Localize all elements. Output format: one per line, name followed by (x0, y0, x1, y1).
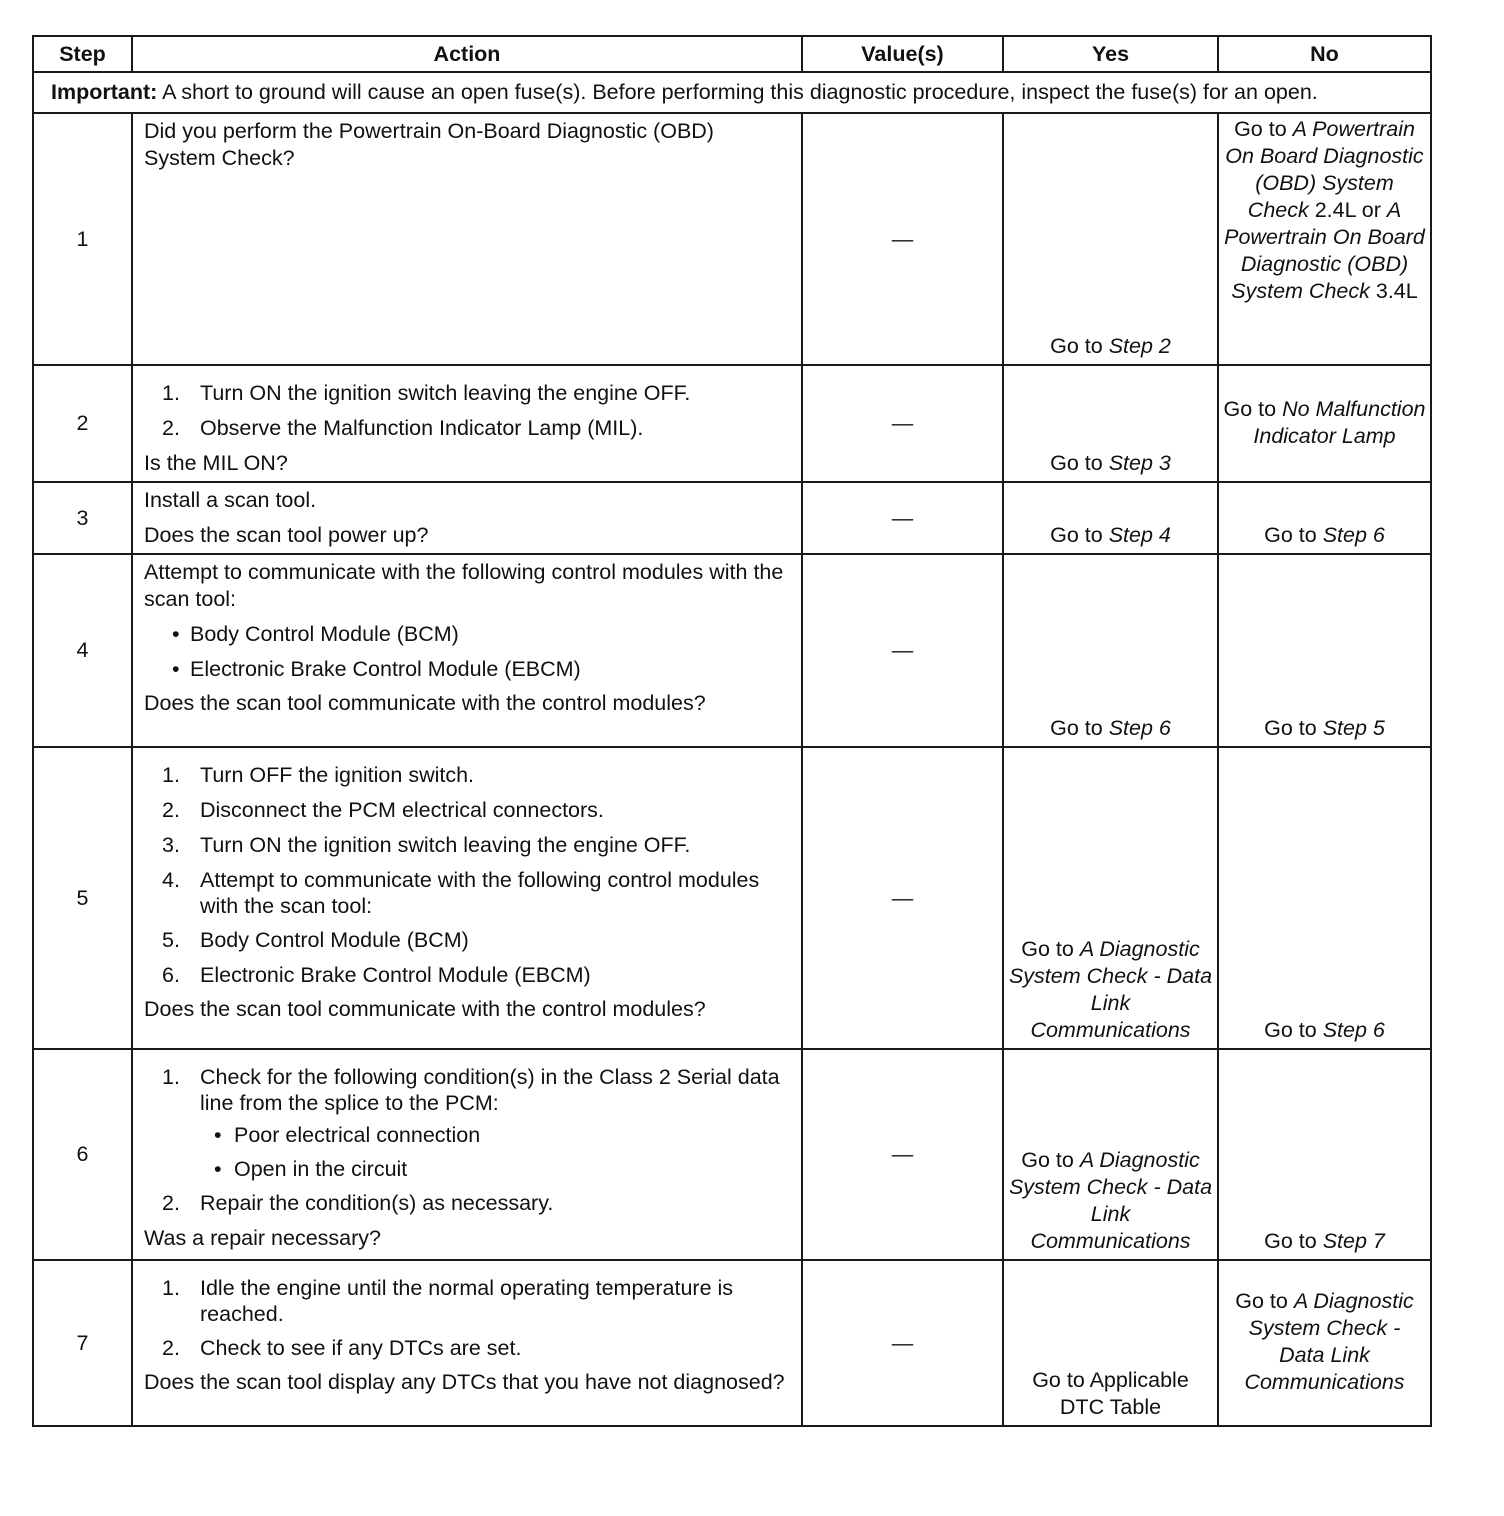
step-number: 5 (33, 747, 132, 1049)
action-steps (144, 1275, 791, 1362)
step-text: Attempt to communicate with the following control modules with the scan tool: (200, 868, 760, 918)
no-link[interactable]: Step 6 (1322, 523, 1385, 547)
step-text: Turn ON the ignition switch leaving the engine OFF. (200, 381, 691, 405)
list-item: • Open in the circuit (200, 1156, 791, 1182)
table-row (33, 365, 1431, 482)
yes-cell (1003, 482, 1218, 554)
list-item: 1. Idle the engine until the normal operating temperature is reached. (162, 1276, 734, 1326)
yes-link[interactable]: Step 2 (1108, 334, 1171, 358)
value-cell: — (802, 482, 1003, 554)
action-question: Does the scan tool communicate with the control modules? (144, 997, 706, 1021)
action-steps (144, 762, 791, 989)
step-text: Idle the engine until the normal operating temperature is reached. (200, 1276, 734, 1326)
yes-link[interactable]: Step 6 (1108, 716, 1171, 740)
no-link[interactable]: Step 7 (1322, 1229, 1385, 1253)
no-cell (1218, 482, 1431, 554)
step-text: Body Control Module (BCM) (200, 928, 469, 952)
no-prefix: Go to (1234, 117, 1293, 141)
value-cell: — (802, 1260, 1003, 1426)
step-number: 2 (33, 365, 132, 482)
list-item: 2. Disconnect the PCM electrical connectors. (162, 798, 604, 822)
action-cell (132, 365, 802, 482)
step-text: Electronic Brake Control Module (EBCM) (200, 963, 591, 987)
value-cell: — (802, 554, 1003, 747)
step-text: Check to see if any DTCs are set. (200, 1336, 522, 1360)
list-item: • Poor electrical connection (200, 1122, 791, 1148)
table-row (33, 1260, 1431, 1426)
no-cell (1218, 747, 1431, 1049)
no-link[interactable]: No Malfunction Indicator Lamp (1253, 396, 1426, 448)
action-cell (132, 482, 802, 554)
list-item: • Electronic Brake Control Module (EBCM) (144, 656, 791, 683)
table-row (33, 482, 1431, 554)
step-text: Observe the Malfunction Indicator Lamp (MIL). (200, 416, 644, 440)
no-prefix: Go to (1235, 1289, 1294, 1313)
list-item: 4. Attempt to communicate with the following control modules with the scan tool: (162, 868, 760, 918)
important-note (33, 72, 1431, 113)
table-header-row (33, 36, 1431, 72)
step-text: Disconnect the PCM electrical connectors. (200, 798, 604, 822)
action-line: Install a scan tool. (144, 488, 317, 512)
step-text: Repair the condition(s) as necessary. (200, 1191, 554, 1215)
step-number: 3 (33, 482, 132, 554)
step-number: 1 (33, 113, 132, 365)
action-cell (132, 113, 802, 365)
action-question: Was a repair necessary? (144, 1226, 381, 1250)
action-cell (132, 1260, 802, 1426)
no-mid-b: 3.4L (1369, 279, 1418, 303)
yes-prefix: Go to (1050, 334, 1109, 358)
header-values: Value(s) (802, 36, 1003, 72)
action-cell (132, 747, 802, 1049)
action-steps (144, 1064, 791, 1217)
important-text: A short to ground will cause an open fuse(s). Before performing this diagnostic procedure, inspect the fuse(s) for an open. (157, 80, 1318, 104)
header-step: Step (33, 36, 132, 72)
action-question: Is the MIL ON? (144, 451, 288, 475)
no-link-3-4l[interactable]: A Powertrain On Board Diagnostic (OBD) System Check (1224, 198, 1425, 303)
list-item: 2. Repair the condition(s) as necessary. (162, 1191, 554, 1215)
header-no: No (1218, 36, 1431, 72)
header-yes: Yes (1003, 36, 1218, 72)
yes-cell (1003, 365, 1218, 482)
yes-prefix: Go to (1050, 716, 1109, 740)
value-cell: — (802, 1049, 1003, 1260)
action-steps (144, 380, 791, 442)
value-cell: — (802, 747, 1003, 1049)
condition-list (200, 1122, 791, 1182)
yes-link[interactable]: Step 3 (1108, 451, 1171, 475)
table-row (33, 1049, 1431, 1260)
header-action: Action (132, 36, 802, 72)
step-number: 4 (33, 554, 132, 747)
no-prefix: Go to (1264, 1229, 1323, 1253)
action-cell (132, 1049, 802, 1260)
action-question: Does the scan tool communicate with the control modules? (144, 691, 706, 715)
no-cell (1218, 365, 1431, 482)
yes-prefix: Go to (1021, 1148, 1080, 1172)
action-intro: Attempt to communicate with the following control modules with the scan tool: (144, 560, 784, 611)
list-item: • Body Control Module (BCM) (144, 621, 791, 648)
no-cell (1218, 1260, 1431, 1426)
table-row (33, 113, 1431, 365)
yes-link[interactable]: A Diagnostic System Check - Data Link Communications (1008, 1148, 1213, 1253)
step-text: Check for the following condition(s) in the Class 2 Serial data line from the splice to the PCM: (200, 1065, 780, 1115)
step-text: Turn OFF the ignition switch. (200, 763, 475, 787)
step-text: Turn ON the ignition switch leaving the engine OFF. (200, 833, 691, 857)
no-cell (1218, 113, 1431, 365)
table-row (33, 747, 1431, 1049)
yes-cell[interactable]: Go to Applicable DTC Table (1003, 1260, 1218, 1426)
yes-link[interactable]: Step 4 (1108, 523, 1171, 547)
no-cell (1218, 1049, 1431, 1260)
list-item: 6. Electronic Brake Control Module (EBCM) (162, 963, 591, 987)
list-item: 2. Observe the Malfunction Indicator Lamp (MIL). (162, 416, 644, 440)
yes-prefix: Go to (1021, 937, 1080, 961)
yes-cell (1003, 1049, 1218, 1260)
action-cell (132, 554, 802, 747)
value-cell: — (802, 113, 1003, 365)
yes-link[interactable]: A Diagnostic System Check - Data Link Communications (1008, 937, 1213, 1042)
list-item: 2. Check to see if any DTCs are set. (162, 1336, 522, 1360)
yes-cell (1003, 113, 1218, 365)
no-cell (1218, 554, 1431, 747)
no-prefix: Go to (1223, 396, 1283, 421)
no-prefix: Go to (1264, 716, 1323, 740)
table-row (33, 554, 1431, 747)
list-item: 1. Turn ON the ignition switch leaving the engine OFF. (162, 381, 691, 405)
module-list (144, 621, 791, 683)
diagnostic-table (32, 35, 1432, 1427)
list-item: 1. Check for the following condition(s) in the Class 2 Serial data line from the splice to the PCM: • Poor electrical connection • Open in the circuit (144, 1064, 791, 1182)
no-mid-a: 2.4L or (1308, 198, 1387, 222)
no-link[interactable]: A Diagnostic System Check - Data Link Communications (1244, 1289, 1414, 1394)
no-prefix: Go to (1264, 523, 1323, 547)
yes-prefix: Go to (1050, 523, 1109, 547)
yes-cell (1003, 554, 1218, 747)
no-prefix: Go to (1264, 1018, 1323, 1042)
action-question: Did you perform the Powertrain On-Board Diagnostic (OBD) System Check? (144, 119, 714, 170)
yes-prefix: Go to (1050, 451, 1109, 475)
list-item: 1. Turn OFF the ignition switch. (162, 763, 475, 787)
important-row (33, 72, 1431, 113)
important-label: Important: (51, 80, 158, 104)
no-link[interactable]: Step 5 (1322, 716, 1385, 740)
list-item: 3. Turn ON the ignition switch leaving the engine OFF. (162, 833, 691, 857)
no-link[interactable]: Step 6 (1322, 1018, 1385, 1042)
step-number: 6 (33, 1049, 132, 1260)
yes-cell (1003, 747, 1218, 1049)
value-cell: — (802, 365, 1003, 482)
list-item: 5. Body Control Module (BCM) (162, 928, 469, 952)
step-number: 7 (33, 1260, 132, 1426)
action-question: Does the scan tool display any DTCs that you have not diagnosed? (144, 1370, 785, 1394)
no-link-2-4l[interactable]: A Powertrain On Board Diagnostic (OBD) System Check (1225, 117, 1424, 222)
action-question: Does the scan tool power up? (144, 523, 429, 547)
